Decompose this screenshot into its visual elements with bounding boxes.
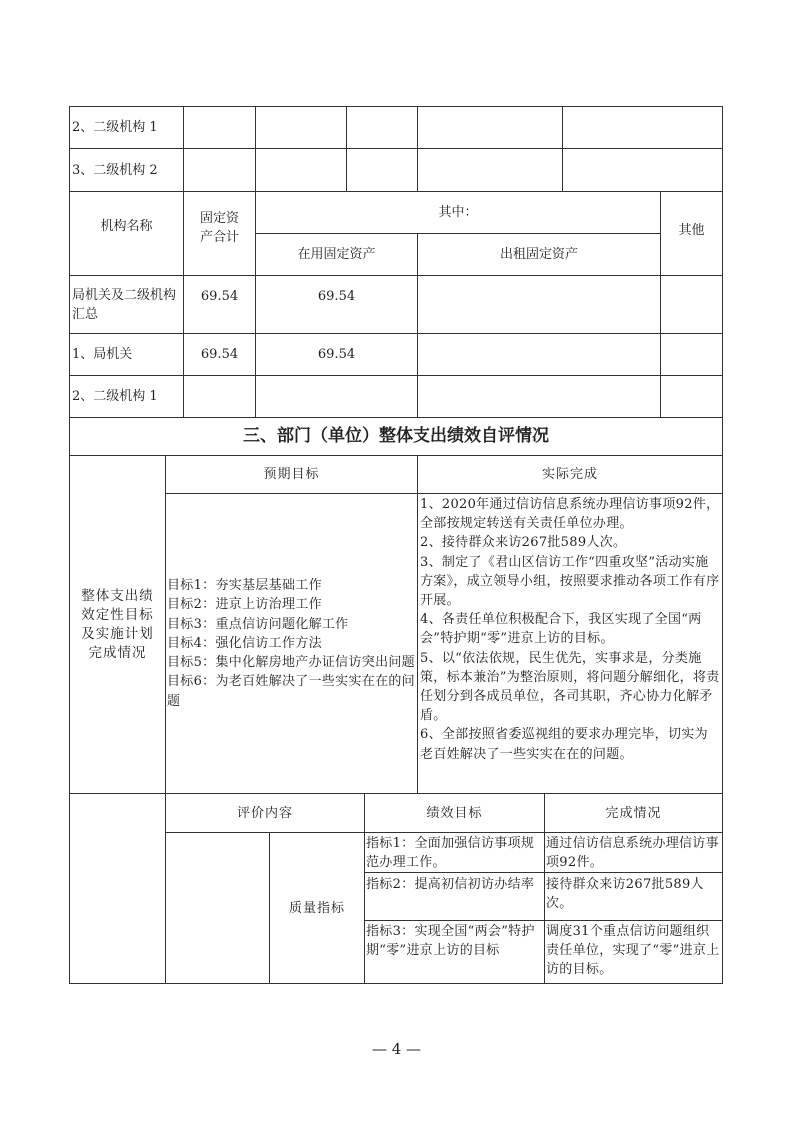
indicator-target: 指标2：提高初信初访办结率	[364, 872, 545, 921]
actual-header: 实际完成	[417, 455, 723, 494]
asset-row-other	[660, 275, 723, 334]
asset-row-other	[660, 333, 723, 376]
header-total-assets: 固定资产合计	[183, 191, 256, 276]
empty-cell	[346, 106, 418, 149]
header-other: 其他	[660, 191, 723, 276]
empty-cell	[346, 148, 418, 192]
header-org-name: 机构名称	[69, 191, 184, 276]
empty-cell	[183, 106, 256, 149]
indicator-done: 接待群众来访267批589人次。	[544, 872, 723, 921]
row-label: 整体支出绩效定性目标及实施计划完成情况	[69, 455, 166, 794]
asset-row-in-use: 69.54	[255, 333, 418, 376]
indicator-done: 通过信访信息系统办理信访事项92件。	[544, 832, 723, 873]
asset-row-in-use	[255, 375, 418, 418]
page-number: — 4 —	[371, 1040, 422, 1058]
header-among: 其中：	[255, 191, 661, 234]
header-in-use: 在用固定资产	[255, 233, 418, 276]
asset-row-rented	[417, 375, 661, 418]
indicator-done: 调度31个重点信访问题组织责任单位，实现了“零”进京上访的目标。	[544, 920, 723, 984]
actual-results: 1、2020年通过信访信息系统办理信访事项92件，全部按规定转送有关责任单位办理。 2、接待群众来访267批589人次。 3、制定了《君山区信访工作“四重攻坚”活动实施方案》，成立领导小组，按照要求推动各项工作有序开展。 4、各责任单位积极配合下，我区实现了全国“两会”特护期“零”进京上访的目标。 5、以“依法依规，民生优先，实事求是，分类施策，标本兼治”为整治原则，将问题分解细化，将责任划分到各成员单位，各司其职，齐心协力化解矛盾。 6、全部按照省委巡视组的要求办理完毕，切实为老百姓解决了一些实实在在的问题。	[417, 493, 723, 794]
empty-cell	[183, 148, 256, 192]
expected-header: 预期目标	[165, 455, 418, 494]
empty-cell	[562, 106, 723, 149]
empty-cell	[417, 106, 563, 149]
asset-row-rented	[417, 275, 661, 334]
expected-goals: 目标1：夯实基层基础工作 目标2：进京上访治理工作 目标3：重点信访问题化解工作 目标4：强化信访工作方法 目标5：集中化解房地产办证信访突出问题 目标6：为老百姓解决了一些实实在在的问题	[165, 493, 418, 794]
header-rented: 出租固定资产	[417, 233, 661, 276]
done-header: 完成情况	[544, 793, 723, 833]
quality-indicator-label: 质量指标	[269, 832, 365, 984]
indicator-target: 指标1：全面加强信访事项规范办理工作。	[364, 832, 545, 873]
asset-row-in-use: 69.54	[255, 275, 418, 334]
indicator-target: 指标3：实现全国“两会”特护期“零”进京上访的目标	[364, 920, 545, 984]
asset-row-name: 1、局机关	[69, 333, 184, 376]
asset-row-total: 69.54	[183, 333, 256, 376]
asset-row-name: 2、二级机构 1	[69, 375, 184, 418]
empty-subcategory-cell	[165, 832, 270, 984]
org-name-cell: 3、二级机构 2	[69, 148, 184, 192]
target-header: 绩效目标	[364, 793, 545, 833]
org-name-cell: 2、二级机构 1	[69, 106, 184, 149]
asset-row-total: 69.54	[183, 275, 256, 334]
asset-row-total	[183, 375, 256, 418]
empty-cell	[417, 148, 563, 192]
empty-cell	[562, 148, 723, 192]
empty-label-cell	[69, 793, 166, 984]
eval-content-header: 评价内容	[165, 793, 365, 833]
empty-cell	[255, 106, 347, 149]
asset-row-rented	[417, 333, 661, 376]
empty-cell	[255, 148, 347, 192]
section-title: 三、部门（单位）整体支出绩效自评情况	[69, 417, 723, 456]
asset-row-name: 局机关及二级机构汇总	[69, 275, 184, 334]
asset-row-other	[660, 375, 723, 418]
